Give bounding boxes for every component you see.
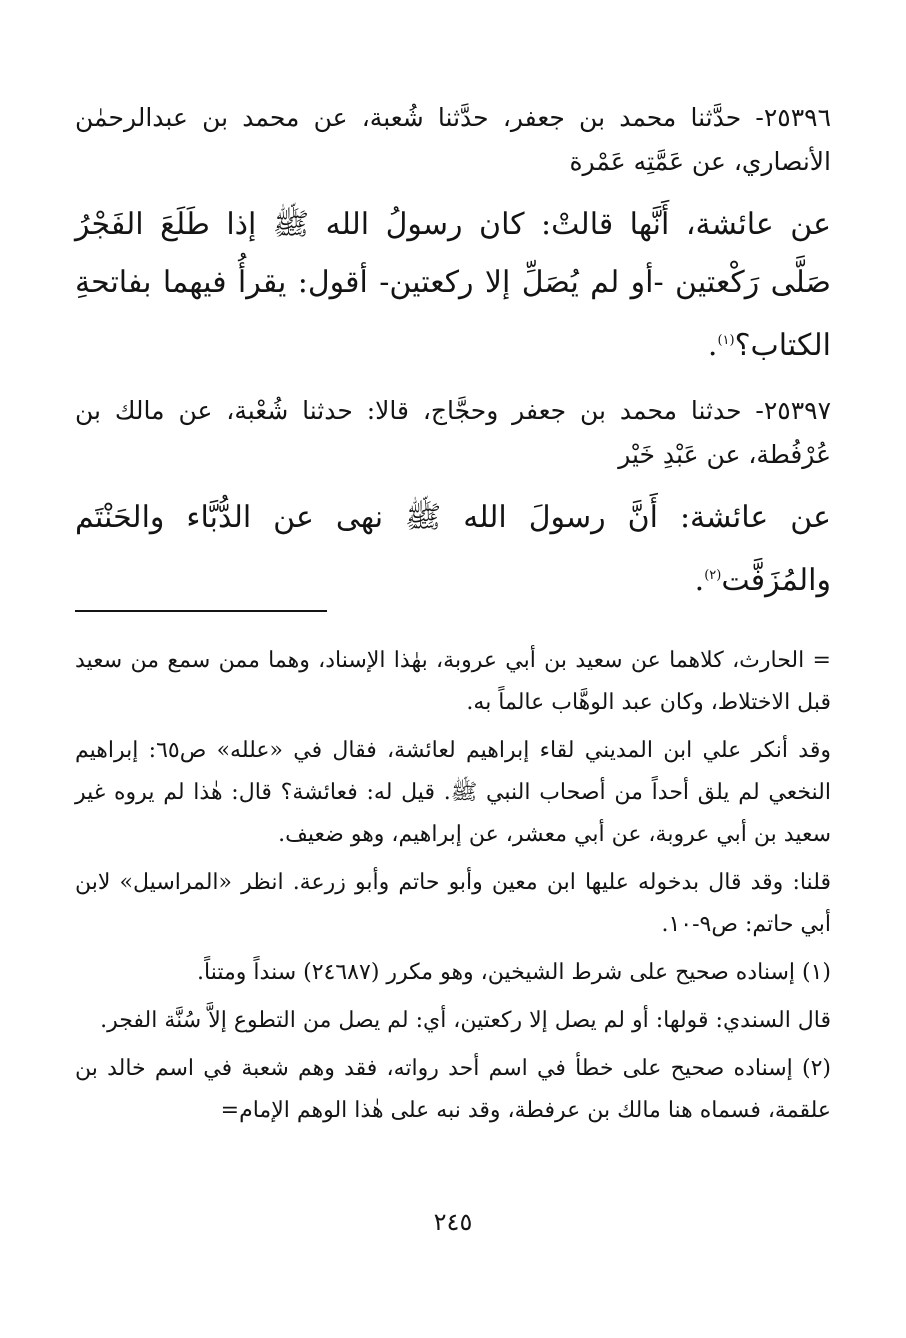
footnote-ref-2: (٢) (704, 568, 722, 583)
isnad-line: مالك بن عُرْفُطة، عن عَبْدِ خَيْر (75, 396, 831, 469)
matn-text: عن عائشة، أَنَّها قالتْ: كان رسولُ الله ﷺ إذا طَلَعَ الفَجْرُ صَلَّى رَكْعتين -أو لم يُصَلِّ إلا ركعتين- أقول: يقرأُ فيهما بفاتحةِ الكتاب؟ (75, 207, 831, 363)
matn-text: عن عائشة: أَنَّ رسولَ الله ﷺ نهى عن الدُّبَّاء والحَنْتَم والمُزَفَّت (75, 500, 831, 598)
isnad-line: عبدالرحمٰن الأنصاري، عن عَمَّتِه عَمْرة (75, 103, 831, 176)
hadith-25396-matn (75, 196, 831, 375)
footnote-continuation: وقد أنكر علي ابن المديني لقاء إبراهيم لعائشة، فقال في «علله» ص٦٥: إبراهيم النخعي لم يلق أحداً من أصحاب النبي ﷺ. قيل له: فعائشة؟ قال: هٰذا لم يروه غير سعيد بن أبي عروبة، عن أبي معشر، عن إبراهيم، وهو ضعيف. (75, 738, 832, 847)
isnad-line: ٢٥٣٩٦- حدَّثنا محمد بن جعفر، حدَّثنا شُعبة، عن محمد بن (202, 103, 831, 132)
hadith-25397-matn (75, 489, 831, 610)
footnote-2: (٢) إسناده صحيح على خطأ في اسم أحد رواته، فقد وهم شعبة في اسم خالد بن علقمة، فسماه هنا مالك بن عرفطة، وقد نبه على هٰذا الوهم الإمام= (75, 1056, 831, 1123)
footnote-1: (١) إسناده صحيح على شرط الشيخين، وهو مكرر (٢٤٦٨٧) سنداً ومتناً. (197, 960, 831, 985)
footnote-continuation: = الحارث، كلاهما عن سعيد بن أبي عروبة، بهٰذا الإسناد، وهما ممن سمع من سعيد قبل الاختلاط، وكان عبد الوهَّاب عالماً به. (75, 648, 831, 715)
footnotes (75, 640, 831, 1138)
page-number: ٢٤٥ (433, 1208, 473, 1236)
matn-end: . (694, 563, 705, 598)
footnote-continuation: قلنا: وقد قال بدخوله عليها ابن معين وأبو حاتم وأبو زرعة. انظر «المراسيل» لابن أبي حاتم: ص٩-١٠. (75, 870, 831, 937)
hadith-25397-isnad (75, 389, 831, 477)
isnad-line: ٢٥٣٩٧- حدثنا محمد بن جعفر وحجَّاج، قالا: حدثنا شُعْبة، عن (178, 396, 831, 425)
footnote-1-sindi: قال السندي: قولها: أو لم يصل إلا ركعتين، أي: لم يصل من التطوع إلاَّ سُنَّة الفجر. (100, 1008, 831, 1033)
footnote-ref-1: (١) (717, 333, 735, 348)
matn-end: . (707, 328, 718, 363)
hadith-25396-isnad (75, 96, 831, 184)
footnote-divider (75, 610, 327, 612)
main-text (75, 96, 831, 624)
